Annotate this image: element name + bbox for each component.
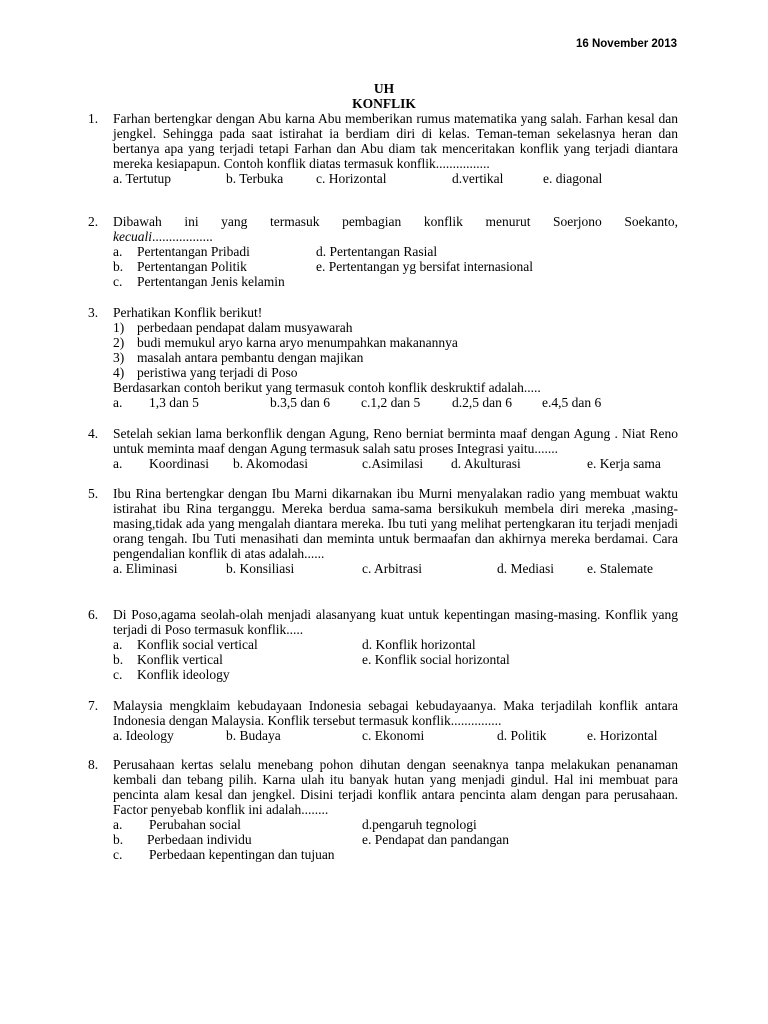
question-number: 1. (88, 111, 99, 126)
question-stem: Di Poso,agama seolah-olah menjadi alasanyang kuat untuk kepentingan masing-masing. Konflik yang terjadi di Poso termasuk konflik..... (113, 607, 678, 637)
options-row (113, 456, 678, 471)
question-3 (88, 305, 678, 410)
item-marker: 3) (113, 350, 125, 365)
option-marker: b. (113, 259, 124, 274)
question-7 (88, 698, 678, 743)
option-d: d.vertikal (452, 171, 504, 186)
option-row (113, 832, 678, 847)
option-b: b.3,5 dan 6 (270, 395, 330, 410)
question-stem: Malaysia mengklaim kebudayaan Indonesia sebagai kebudayaanya. Maka terjadilah konflik antara Indonesia dengan Malaysia. Konflik tersebut termasuk konflik............... (113, 698, 678, 728)
option-row (113, 244, 678, 259)
question-2 (88, 214, 678, 289)
option-marker: a. (113, 244, 123, 259)
list-item (113, 365, 678, 380)
option-c: c. Ekonomi (362, 728, 425, 743)
question-6 (88, 607, 678, 682)
option-a: Konflik social vertical (137, 637, 258, 652)
option-d: d.2,5 dan 6 (452, 395, 512, 410)
option-b: b. Budaya (226, 728, 281, 743)
option-a: Koordinasi (149, 456, 209, 471)
question-5 (88, 486, 678, 576)
question-number: 8. (88, 757, 99, 772)
except-emphasis: kecuali (113, 229, 152, 244)
option-a-marker: a. (113, 456, 123, 471)
option-e: e. Kerja sama (587, 456, 661, 471)
document-date: 16 November 2013 (575, 38, 677, 50)
option-marker: b. (113, 832, 124, 847)
question-stem: Farhan bertengkar dengan Abu karna Abu memberikan rumus matematika yang salah. Farhan kesal dan jengkel. Sehingga pada saat istirahat ia berdiam diri di kelas. Teman-teman sekelasnya heran dan bertanya apa yang terjadi tetapi Farhan dan Abu diam tak menceritakan konflik yang terjadi diantara mereka kesiapapun. Contoh konflik diatas termasuk konflik................ (113, 111, 678, 171)
option-b: Perbedaan individu (147, 832, 252, 847)
option-c: c.1,2 dan 5 (361, 395, 421, 410)
item-text: masalah antara pembantu dengan majikan (137, 350, 364, 365)
question-prompt: Berdasarkan contoh berikut yang termasuk contoh konflik deskruktif adalah..... (113, 380, 541, 395)
option-c: Perbedaan kepentingan dan tujuan (149, 847, 335, 862)
question-stem: Perhatikan Konflik berikut! (113, 305, 263, 320)
option-row (113, 652, 678, 667)
option-e: e. Stalemate (587, 561, 653, 576)
option-d: d. Politik (497, 728, 547, 743)
item-text: peristiwa yang terjadi di Poso (137, 365, 298, 380)
option-a-marker: a. (113, 395, 123, 410)
option-c: c. Arbitrasi (362, 561, 422, 576)
list-item (113, 350, 678, 365)
option-a: a. Ideology (113, 728, 174, 743)
test-title-konflik: KONFLIK (352, 96, 416, 111)
test-title-uh: UH (373, 81, 395, 96)
item-marker: 1) (113, 320, 125, 335)
question-8 (88, 757, 678, 862)
option-row (113, 259, 678, 274)
option-d: d. Konflik horizontal (362, 637, 476, 652)
question-number: 7. (88, 698, 99, 713)
option-d: d.pengaruh tegnologi (362, 817, 477, 832)
question-stem: Setelah sekian lama berkonflik dengan Agung, Reno berniat berminta maaf dengan Agung . Niat Reno untuk meminta maaf dengan Agung termasuk salah satu proses Integrasi yaitu....... (113, 426, 678, 456)
option-d: d. Pertentangan Rasial (316, 244, 438, 259)
question-1 (88, 111, 678, 186)
question-4 (88, 426, 678, 471)
question-stem: Perusahaan kertas selalu menebang pohon dihutan dengan seenaknya tanpa melakukan penanaman kembali dan tebang pilih. Karna ulah itu banyak hutan yang menjadi gindul. Hal ini membuat para pencinta alam kesal dan jengkel. Disini terjadi konflik antara pencinta alam dengan para perusahaan. Factor penyebab konflik ini adalah........ (113, 757, 678, 817)
item-marker: 2) (113, 335, 125, 350)
options-row (113, 728, 678, 743)
option-d: d. Akulturasi (451, 456, 521, 471)
option-a: Perubahan social (149, 817, 241, 832)
item-text: perbedaan pendapat dalam musyawarah (137, 320, 353, 335)
option-e: e.4,5 dan 6 (542, 395, 602, 410)
option-marker: a. (113, 817, 123, 832)
option-e: e. Horizontal (587, 728, 658, 743)
option-a: Pertentangan Pribadi (137, 244, 250, 259)
question-number: 5. (88, 486, 99, 501)
option-marker: c. (113, 847, 123, 862)
option-d: d. Mediasi (497, 561, 554, 576)
list-item (113, 335, 678, 350)
question-number: 6. (88, 607, 99, 622)
item-text: budi memukul aryo karna aryo menumpahkan makanannya (137, 335, 458, 350)
option-marker: a. (113, 637, 123, 652)
option-c: Konflik ideology (137, 667, 230, 682)
question-number: 3. (88, 305, 99, 320)
question-stem-continued (113, 229, 678, 244)
option-e: e. diagonal (543, 171, 603, 186)
option-a: a. Eliminasi (113, 561, 178, 576)
option-row (113, 847, 678, 862)
option-a: a. Tertutup (113, 171, 172, 186)
option-b: b. Akomodasi (233, 456, 309, 471)
question-stem: Ibu Rina bertengkar dengan Ibu Marni dikarnakan ibu Murni menyalakan radio yang membuat waktu istirahat ibu Rina terganggu. Mereka berdua sama-sama bersikukuh membela diri mereka ,masing-masing,tidak ada yang mengalah diantara mereka. Ibu tuti yang melihat pertengkaran itu terjadi menjadi orang tengah. Ibu Tuti menasihati dan meminta untuk bermaafan dan akhirnya mereka berdamai. Cara pengendalian konflik di atas adalah...... (113, 486, 678, 561)
option-b: b. Konsiliasi (226, 561, 295, 576)
option-marker: c. (113, 667, 123, 682)
list-item (113, 320, 678, 335)
option-marker: c. (113, 274, 123, 289)
options-row (113, 395, 678, 410)
options-row (113, 171, 678, 186)
option-e: e. Konflik social horizontal (362, 652, 510, 667)
option-c: c.Asimilasi (362, 456, 424, 471)
answer-blank: .................. (151, 229, 213, 244)
question-stem: Dibawah ini yang termasuk pembagian konflik menurut Soerjono Soekanto, (113, 214, 678, 229)
option-marker: b. (113, 652, 124, 667)
option-row (113, 817, 678, 832)
option-b: Pertentangan Politik (137, 259, 247, 274)
option-c: c. Horizontal (316, 171, 387, 186)
option-row (113, 667, 678, 682)
option-e: e. Pendapat dan pandangan (362, 832, 509, 847)
option-b: b. Terbuka (226, 171, 284, 186)
option-row (113, 274, 678, 289)
question-number: 2. (88, 214, 99, 229)
option-a: 1,3 dan 5 (149, 395, 199, 410)
option-e: e. Pertentangan yg bersifat internasional (316, 259, 534, 274)
option-c: Pertentangan Jenis kelamin (137, 274, 285, 289)
option-b: Konflik vertical (137, 652, 223, 667)
option-row (113, 637, 678, 652)
item-marker: 4) (113, 365, 125, 380)
question-number: 4. (88, 426, 99, 441)
options-row (113, 561, 678, 576)
